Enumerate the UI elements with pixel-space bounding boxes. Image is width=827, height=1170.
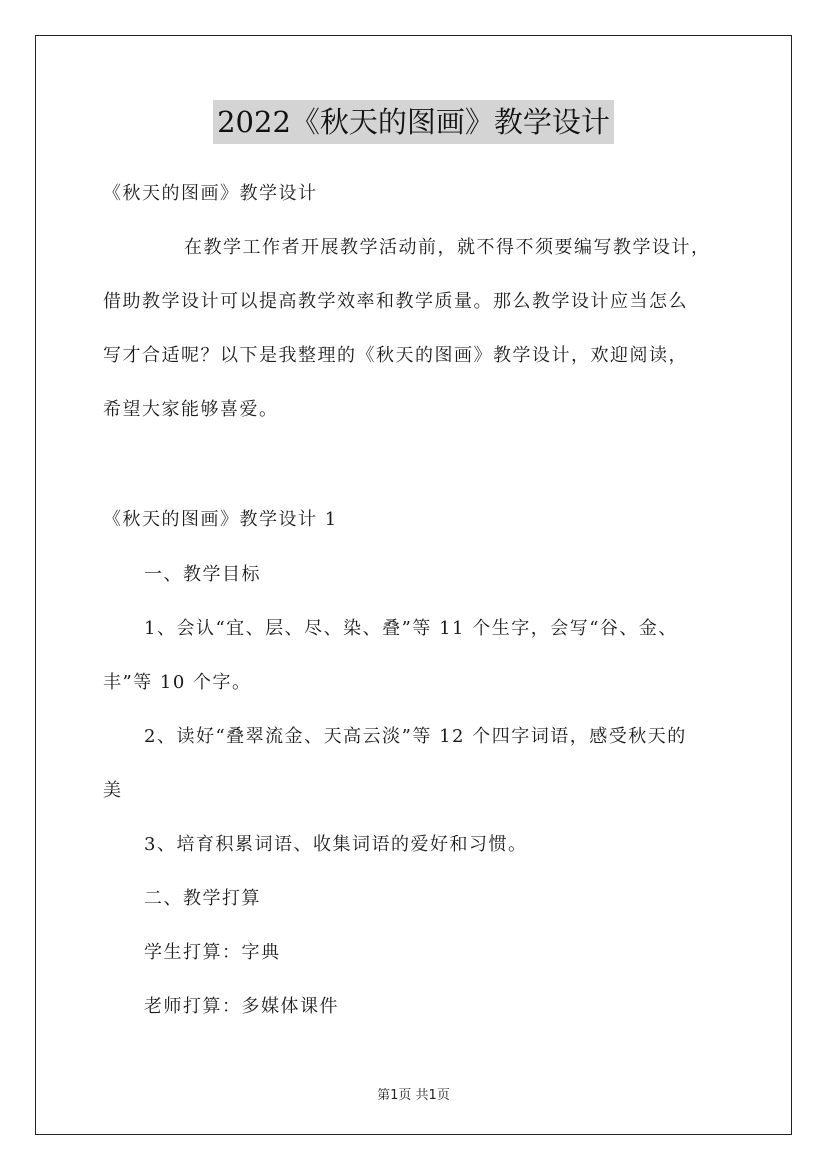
intro-line-1: 在教学工作者开展教学活动前，就不得不须要编写教学设计， (184, 237, 711, 258)
goal1-line-b: 丰”等 10 个字。 (103, 672, 252, 693)
document-subtitle: 《秋天的图画》教学设计 (103, 183, 318, 204)
page-footer: 第1页 共1页 (377, 1088, 450, 1103)
intro-line-3: 写才合适呢？以下是我整理的《秋天的图画》教学设计，欢迎阅读， (103, 345, 688, 366)
teacher-prep: 老师打算：多媒体课件 (144, 996, 339, 1017)
goal1-line-a: 1、会认“宜、层、尽、染、叠”等 11 个生字，会写“谷、金、 (144, 618, 678, 639)
prep-heading: 二、教学打算 (144, 888, 261, 909)
goal2-line-a: 2、读好“叠翠流金、天高云淡”等 12 个四字词语，感受秋天的 (144, 726, 687, 747)
section1-heading: 《秋天的图画》教学设计 1 (103, 509, 338, 530)
title-container (0, 100, 827, 144)
goal3-line: 3、培育积累词语、收集词语的爱好和习惯。 (144, 834, 528, 855)
student-prep: 学生打算：字典 (144, 942, 281, 963)
intro-line-4: 希望大家能够喜爱。 (103, 399, 279, 420)
goals-heading: 一、教学目标 (144, 564, 261, 585)
document-title: 2022《秋天的图画》教学设计 (213, 100, 614, 144)
goal2-line-b: 美 (103, 780, 123, 801)
intro-line-2: 借助教学设计可以提高教学效率和教学质量。那么教学设计应当怎么 (103, 291, 688, 312)
